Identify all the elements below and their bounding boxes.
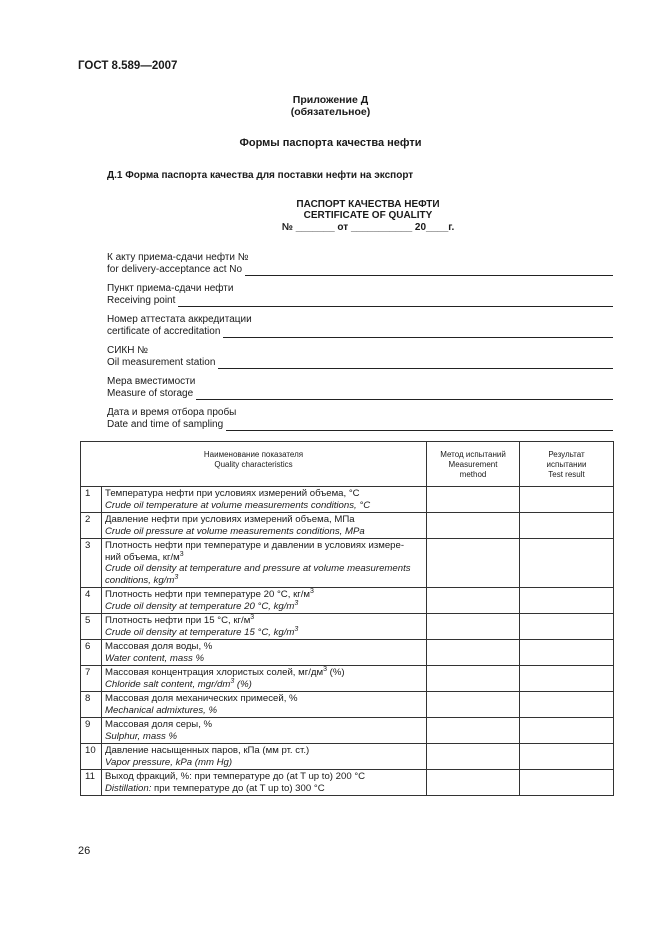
method-cell[interactable] [427,588,520,614]
method-cell[interactable] [427,487,520,513]
field-accreditation [107,314,613,345]
table-header-row [81,442,614,487]
field-label-ru: СИКН № [107,345,148,356]
field-measure-of-storage [107,376,613,407]
section-heading: Д.1 Форма паспорта качества для поставки нефти на экспорт [107,170,414,181]
method-cell[interactable] [427,770,520,796]
row-characteristic: Массовая концентрация хлористых солей, $мг/дм^3$ (%) Chloride salt content, mgr/$dm^3$ (%) [102,666,427,692]
row-number: 6 [81,640,102,666]
fill-in-line[interactable] [245,265,613,276]
page-number: 26 [78,845,91,857]
table-row [81,666,614,692]
result-cell[interactable] [520,692,614,718]
forms-title: Формы паспорта качества нефти [239,137,422,149]
field-label-en: certificate of accreditation [107,326,221,337]
row-number: 2 [81,513,102,539]
fill-in-line[interactable] [223,327,613,338]
row-number: 8 [81,692,102,718]
table-row [81,614,614,640]
row-number: 10 [81,744,102,770]
header-result: Результат испытании Test result [520,442,614,487]
field-label-en: Measure of storage [107,388,194,399]
certificate-title-en: CERTIFICATE OF QUALITY [303,210,433,221]
table-row [81,539,614,588]
result-cell[interactable] [520,666,614,692]
row-number: 5 [81,614,102,640]
fill-in-line[interactable] [218,358,613,369]
header-method: Метод испытаний Measurement method [427,442,520,487]
method-cell[interactable] [427,640,520,666]
row-characteristic: Давление насыщенных паров, кПа (мм рт. ст.) Vapor pressure, kPa (mm Hg) [102,744,427,770]
method-cell[interactable] [427,744,520,770]
field-label-ru: Номер аттестата аккредитации [107,314,252,325]
field-label-en: Receiving point [107,295,176,306]
method-cell[interactable] [427,513,520,539]
row-characteristic: Выход фракций, %: при температуре до (at T up to) 200 °C Distillation: при температуре до (at T up to) 300 °C [102,770,427,796]
row-characteristic: Давление нефти при условиях измерений объема, МПа Crude oil pressure at volume measurements conditions, MPa [102,513,427,539]
field-measurement-station [107,345,613,376]
result-cell[interactable] [520,614,614,640]
row-characteristic: Массовая доля механических примесей, % Mechanical admixtures, % [102,692,427,718]
row-characteristic: Массовая доля воды, % Water content, mass % [102,640,427,666]
table-row [81,588,614,614]
method-cell[interactable] [427,692,520,718]
standard-code: ГОСТ 8.589—2007 [78,60,178,72]
row-characteristic: Массовая доля серы, % Sulphur, mass % [102,718,427,744]
field-label-ru: Мера вместимости [107,376,196,387]
header-characteristic: Наименование показателя Quality characteristics [81,442,427,487]
result-cell[interactable] [520,539,614,588]
field-sampling-time [107,407,613,438]
field-delivery-act [107,252,613,283]
row-number: 4 [81,588,102,614]
field-receiving-point [107,283,613,314]
field-label-en: Date and time of sampling [107,419,224,430]
field-label-ru: Пункт приема-сдачи нефти [107,283,234,294]
row-number: 7 [81,666,102,692]
table-row [81,718,614,744]
row-number: 3 [81,539,102,588]
field-label-en: for delivery-acceptance act No [107,264,243,275]
method-cell[interactable] [427,666,520,692]
table-row [81,744,614,770]
method-cell[interactable] [427,614,520,640]
row-number: 11 [81,770,102,796]
certificate-title-ru: ПАСПОРТ КАЧЕСТВА НЕФТИ [296,199,440,210]
row-number: 9 [81,718,102,744]
fill-in-line[interactable] [196,389,613,400]
row-characteristic: Плотность нефти при 15 °С, $кг/м^3$ Crude oil density at temperature 15 °C, $kg/m^3$ [102,614,427,640]
result-cell[interactable] [520,640,614,666]
quality-table [80,441,614,796]
table-row [81,640,614,666]
table-row [81,487,614,513]
result-cell[interactable] [520,487,614,513]
result-cell[interactable] [520,588,614,614]
field-label-en: Oil measurement station [107,357,216,368]
certificate-fields [107,252,613,438]
row-number: 1 [81,487,102,513]
table-row [81,770,614,796]
appendix-note: (обязательное) [290,106,371,118]
row-characteristic: Температура нефти при условиях измерений объема, °С Crude oil temperature at volume measurements conditions, °C [102,487,427,513]
result-cell[interactable] [520,513,614,539]
fill-in-line[interactable] [178,296,613,307]
row-characteristic: Плотность нефти при температуре и давлении в условиях измере- ний объема, $кг/м^3$ Crude oil density at temperature and pressure at volume measurements conditions, $kg/m^3$ [102,539,427,588]
field-label-ru: К акту приема-сдачи нефти № [107,252,249,263]
result-cell[interactable] [520,744,614,770]
certificate-number-line: № _______ от ___________ 20____г. [281,222,455,233]
method-cell[interactable] [427,718,520,744]
result-cell[interactable] [520,770,614,796]
fill-in-line[interactable] [226,420,613,431]
table-row [81,692,614,718]
result-cell[interactable] [520,718,614,744]
row-characteristic: Плотность нефти при температуре 20 °С, $кг/м^3$ Crude oil density at temperature 20 °C, $kg/m^3$ [102,588,427,614]
table-row [81,513,614,539]
method-cell[interactable] [427,539,520,588]
field-label-ru: Дата и время отбора пробы [107,407,237,418]
appendix-title: Приложение Д [292,94,369,106]
